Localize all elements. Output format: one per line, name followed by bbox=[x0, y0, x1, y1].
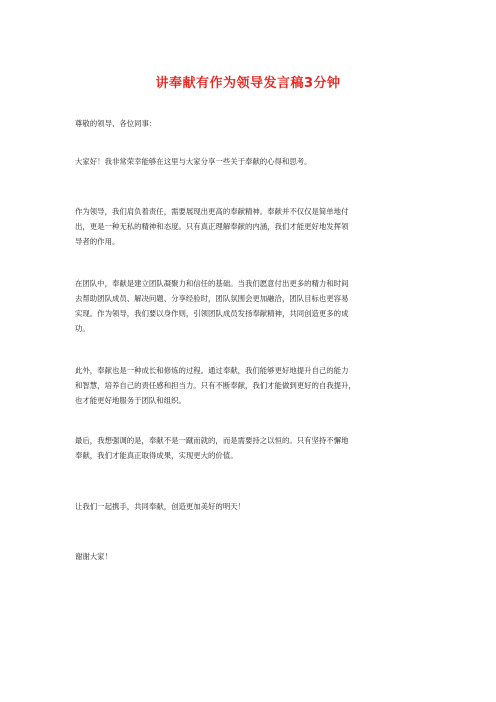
page-title: 讲奉献有作为领导发言稿3分钟 bbox=[155, 76, 341, 91]
salutation-line: 尊敬的领导、各位同事： bbox=[75, 119, 157, 128]
paragraph-line: 和智慧，培养自己的责任感和担当力。只有不断奉献，我们才能做到更好的自我提升， bbox=[75, 381, 356, 390]
paragraph-line: 也才能更好地服务于团队和组织。 bbox=[75, 396, 186, 405]
paragraph-line: 奉献，我们才能真正取得成果，实现更大的价值。 bbox=[75, 451, 238, 460]
paragraph-greeting bbox=[75, 154, 430, 169]
paragraph-line: 实现。作为领导，我们要以身作则，引领团队成员发扬奉献精神，共同创造更多的成 bbox=[75, 309, 349, 318]
paragraph-line: 去帮助团队成员、解决问题、分享经验时，团队氛围会更加融洽，团队目标也更容易 bbox=[75, 294, 349, 303]
paragraph-closing bbox=[75, 549, 430, 564]
paragraph-line: 让我们一起携手，共同奉献，创造更加美好的明天！ bbox=[75, 502, 245, 511]
paragraph-persistence bbox=[75, 433, 430, 463]
salutation bbox=[75, 116, 430, 131]
paragraph-line: 功。 bbox=[75, 324, 90, 333]
paragraph-line: 在团队中，奉献是建立团队凝聚力和信任的基础。当我们愿意付出更多的精力和时间 bbox=[75, 279, 349, 288]
paragraph-line: 导者的作用。 bbox=[75, 237, 120, 246]
paragraph-line: 作为领导，我们肩负着责任，需要展现出更高的奉献精神。奉献并不仅仅是简单地付 bbox=[75, 207, 349, 216]
paragraph-growth bbox=[75, 363, 430, 408]
paragraph-line: 出，更是一种无私的精神和态度。只有真正理解奉献的内涵，我们才能更好地发挥领 bbox=[75, 222, 349, 231]
paragraph-line: 谢谢大家！ bbox=[75, 552, 112, 561]
paragraph-line: 大家好！我非常荣幸能够在这里与大家分享一些关于奉献的心得和思考。 bbox=[75, 157, 312, 166]
paragraph-line: 此外，奉献也是一种成长和修炼的过程。通过奉献，我们能够更好地提升自己的能力 bbox=[75, 366, 349, 375]
paragraph-team bbox=[75, 276, 430, 336]
paragraph-leadership bbox=[75, 204, 430, 249]
paragraph-line: 最后，我想强调的是，奉献不是一蹴而就的，而是需要持之以恒的。只有坚持不懈地 bbox=[75, 436, 349, 445]
paragraph-call-to-action bbox=[75, 499, 430, 514]
